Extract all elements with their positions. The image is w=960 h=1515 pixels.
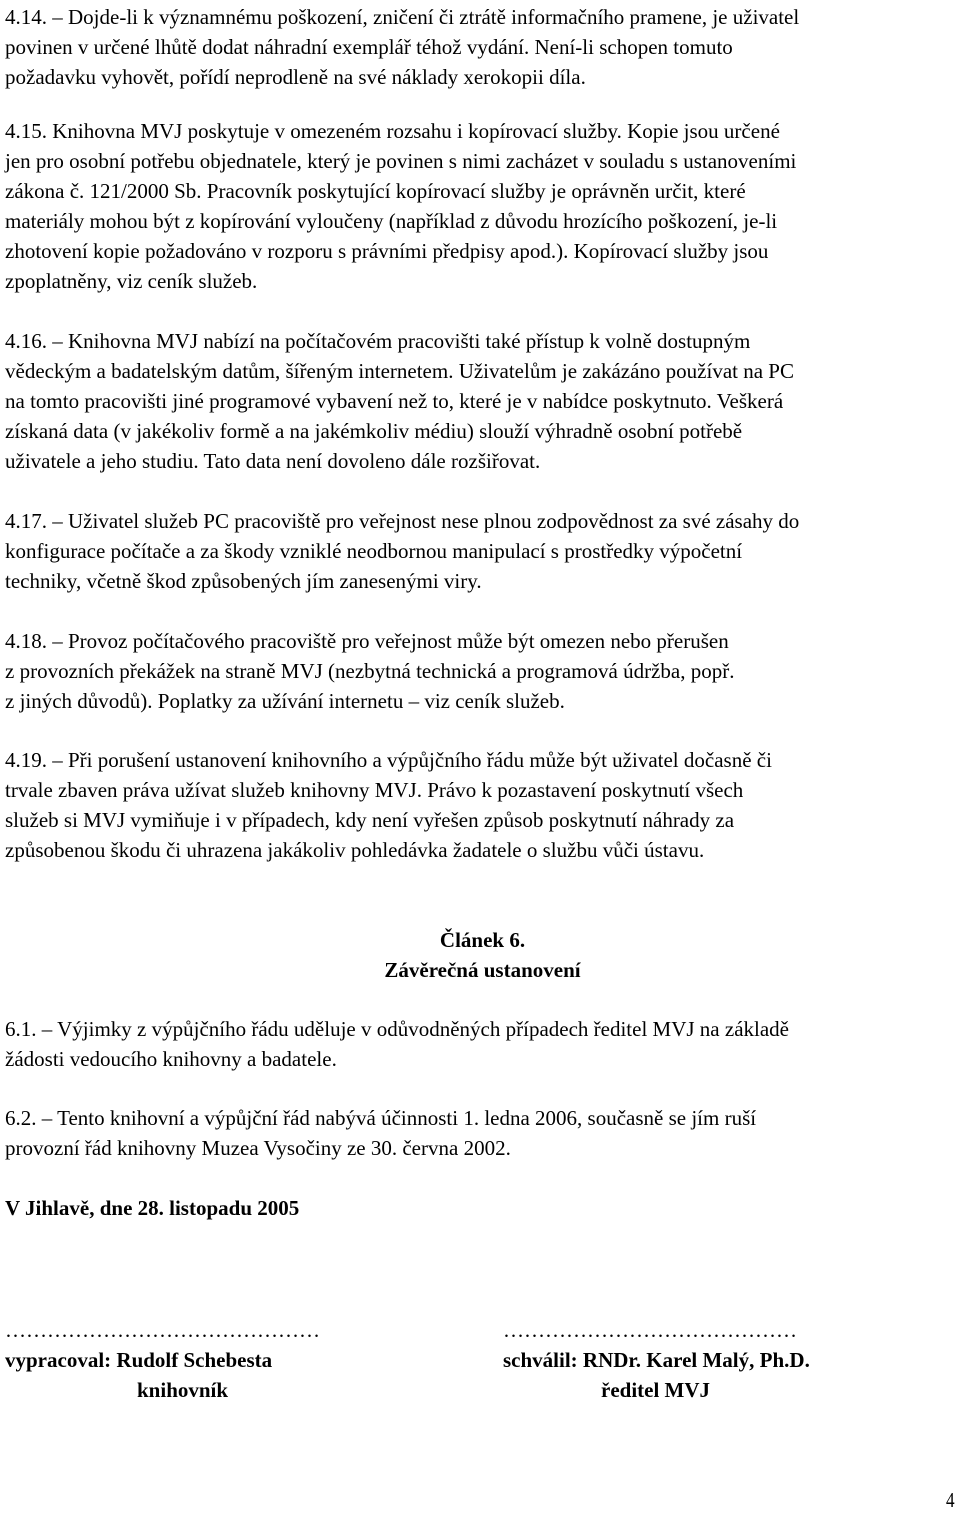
body-line: získaná data (v jakékoliv formě a na jakémkoliv médiu) slouží výhradně osobní potřebě <box>5 419 743 443</box>
body-line: z jiných důvodů). Poplatky za užívání internetu – viz ceník služeb. <box>5 689 565 713</box>
body-line: 4.15. Knihovna MVJ poskytuje v omezeném rozsahu i kopírovací služby. Kopie jsou určené <box>5 119 780 143</box>
page-number: 4 <box>946 1488 955 1512</box>
body-line: 6.1. – Výjimky z výpůjčního řádu uděluje v odůvodněných případech ředitel MVJ na základě <box>5 1017 789 1041</box>
body-line: žádosti vedoucího knihovny a badatele. <box>5 1047 337 1071</box>
body-line: materiály mohou být z kopírování vyloučeny (například z důvodu hrozícího poškození, je-li <box>5 209 778 233</box>
body-line: 4.17. – Uživatel služeb PC pracoviště pro veřejnost nese plnou zodpovědnost za své zásahy do <box>5 509 800 533</box>
signature-left-role: knihovník <box>137 1378 229 1402</box>
body-line: provozní řád knihovny Muzea Vysočiny ze 30. června 2002. <box>5 1136 511 1160</box>
body-line: služeb si MVJ vymiňuje i v případech, kdy není vyřešen způsob poskytnutí náhrady za <box>5 808 735 832</box>
article-subtitle: Závěrečná ustanovení <box>384 958 581 982</box>
body-line: zpoplatněny, viz ceník služeb. <box>5 269 258 293</box>
body-line: uživatele a jeho studiu. Tato data není dovoleno dále rozšiřovat. <box>5 449 541 473</box>
body-line: 4.19. – Při porušení ustanovení knihovního a výpůjčního řádu může být uživatel dočasně či <box>5 748 772 772</box>
body-line: zákona č. 121/2000 Sb. Pracovník poskytující kopírovací služby je oprávněn určit, které <box>5 179 746 203</box>
body-line: trvale zbaven práva užívat služeb knihovny MVJ. Právo k pozastavení poskytnutí všech <box>5 778 744 802</box>
body-line: techniky, včetně škod způsobených jím zanesenými viry. <box>5 569 482 593</box>
body-line: na tomto pracovišti jiné programové vybavení než to, které je v nabídce poskytnuto. Veškerá <box>5 389 784 413</box>
signature-right-name: schválil: RNDr. Karel Malý, Ph.D. <box>503 1348 810 1372</box>
body-line: požadavku vyhovět, pořídí neprodleně na své náklady xerokopii díla. <box>5 65 586 89</box>
body-line: konfigurace počítače a za škody vzniklé neodbornou manipulací s prostředky výpočetní <box>5 539 743 563</box>
place-date: V Jihlavě, dne 28. listopadu 2005 <box>5 1196 300 1220</box>
body-line: zhotovení kopie požadováno v rozporu s právními předpisy apod.). Kopírovací služby jsou <box>5 239 769 263</box>
body-line: jen pro osobní potřebu objednatele, který je povinen s nimi zacházet v souladu s ustanoveními <box>5 149 797 173</box>
signature-line-right: …………………………………… <box>503 1318 797 1342</box>
body-line: vědeckým a badatelským datům, šířeným internetem. Uživatelům je zakázáno používat na PC <box>5 359 794 383</box>
body-line: způsobenou škodu či uhrazena jakákoliv pohledávka žadatele o službu vůči ústavu. <box>5 838 705 862</box>
signature-right-role: ředitel MVJ <box>601 1378 711 1402</box>
body-line: 4.18. – Provoz počítačového pracoviště pro veřejnost může být omezen nebo přerušen <box>5 629 729 653</box>
body-line: 4.16. – Knihovna MVJ nabízí na počítačovém pracovišti také přístup k volně dostupným <box>5 329 751 353</box>
signature-left-name: vypracoval: Rudolf Schebesta <box>5 1348 273 1372</box>
signature-line-left: ……………………………………… <box>5 1318 320 1342</box>
body-line: 4.14. – Dojde-li k významnému poškození, zničení či ztrátě informačního pramene, je uživatel <box>5 5 800 29</box>
article-title: Článek 6. <box>439 928 526 952</box>
body-line: povinen v určené lhůtě dodat náhradní exemplář téhož vydání. Není-li schopen tomuto <box>5 35 733 59</box>
body-line: z provozních překážek na straně MVJ (nezbytná technická a programová údržba, popř. <box>5 659 735 683</box>
body-line: 6.2. – Tento knihovní a výpůjční řád nabývá účinnosti 1. ledna 2006, současně se jím ruší <box>5 1106 757 1130</box>
